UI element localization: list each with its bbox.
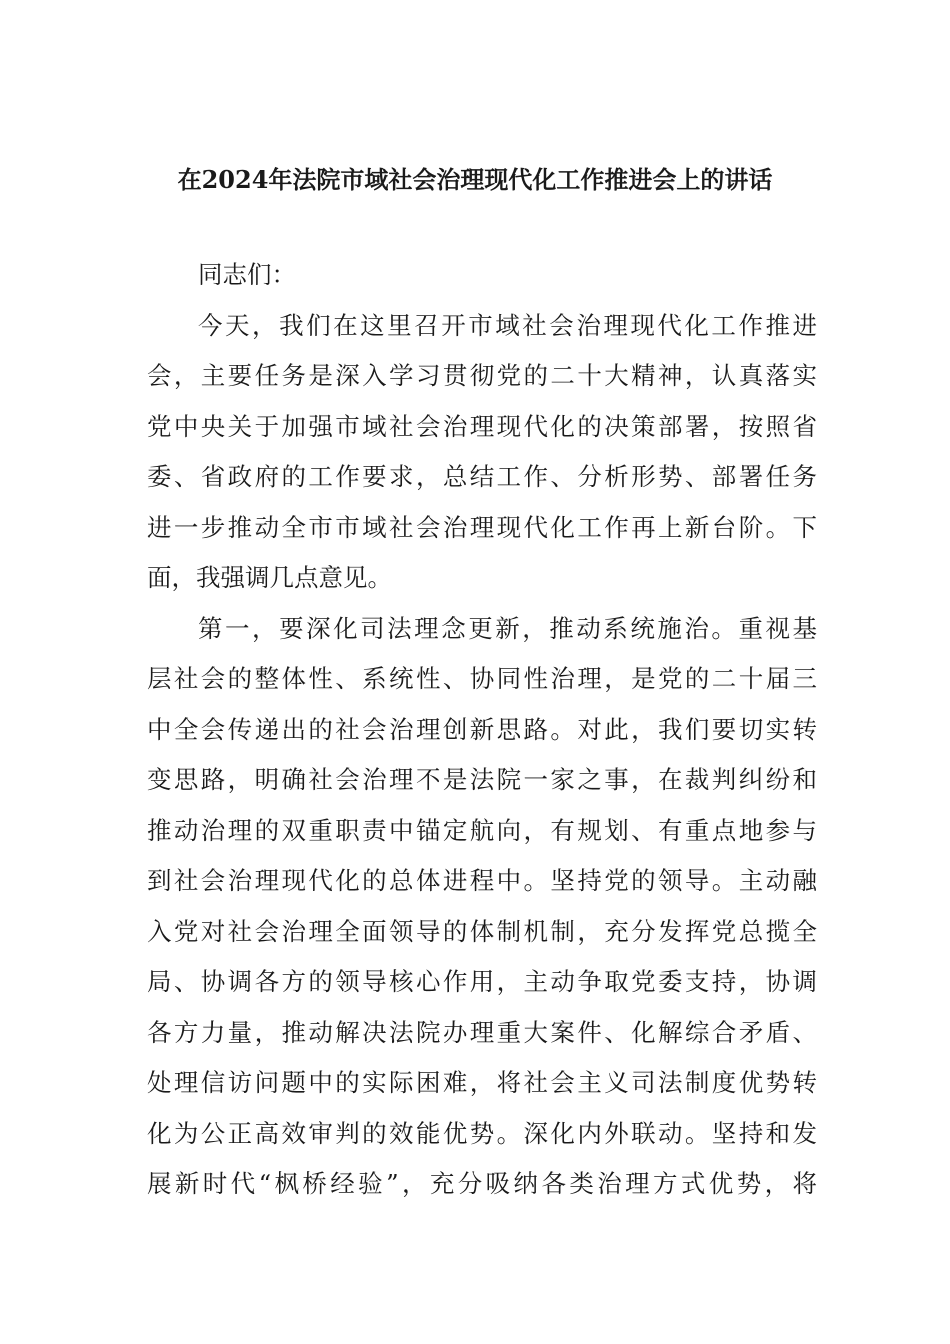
paragraph-1-line: 委、省政府的工作要求，总结工作、分析形势、部署任务: [147, 462, 817, 491]
paragraph-2-line: 各方力量，推动解决法院办理重大案件、化解综合矛盾、: [147, 1017, 817, 1047]
document-body: [147, 250, 817, 1210]
paragraph-2-line: 到社会治理现代化的总体进程中。坚持党的领导。主动融: [147, 866, 817, 895]
document-title: 在2024年法院市域社会治理现代化工作推进会上的讲话: [177, 165, 773, 194]
paragraph-1-line: 会，主要任务是深入学习贯彻党的二十大精神，认真落实: [147, 361, 817, 390]
paragraph-2-line: 入党对社会治理全面领导的体制机制，充分发挥党总揽全: [147, 916, 817, 946]
paragraph-2-line: 中全会传递出的社会治理创新思路。对此，我们要切实转: [147, 714, 817, 744]
paragraph-2-line: 推动治理的双重职责中锚定航向，有规划、有重点地参与: [147, 815, 817, 845]
paragraph-2-line: 处理信访问题中的实际困难，将社会主义司法制度优势转: [147, 1068, 817, 1097]
paragraph-2-line: 变思路，明确社会治理不是法院一家之事，在裁判纠纷和: [147, 765, 817, 794]
paragraph-1-line: 党中央关于加强市域社会治理现代化的决策部署，按照省: [147, 411, 817, 441]
paragraph-2-line: 化为公正高效审判的效能优势。深化内外联动。坚持和发: [147, 1118, 817, 1148]
paragraph-2-line: 局、协调各方的领导核心作用，主动争取党委支持，协调: [147, 967, 817, 996]
paragraph-2-line: 层社会的整体性、系统性、协同性治理，是党的二十届三: [147, 664, 817, 693]
paragraph-1-line: 进一步推动全市市域社会治理现代化工作再上新台阶。下: [147, 512, 817, 542]
paragraph-2-line: 展新时代“枫桥经验”，充分吸纳各类治理方式优势，将: [147, 1169, 817, 1198]
paragraph-2-line: 第一，要深化司法理念更新，推动系统施治。重视基: [198, 613, 817, 643]
paragraph-1-line: 今天，我们在这里召开市域社会治理现代化工作推进: [198, 310, 817, 340]
paragraph-1-line: 面，我强调几点意见。: [147, 563, 392, 592]
salutation: 同志们：: [198, 260, 296, 289]
